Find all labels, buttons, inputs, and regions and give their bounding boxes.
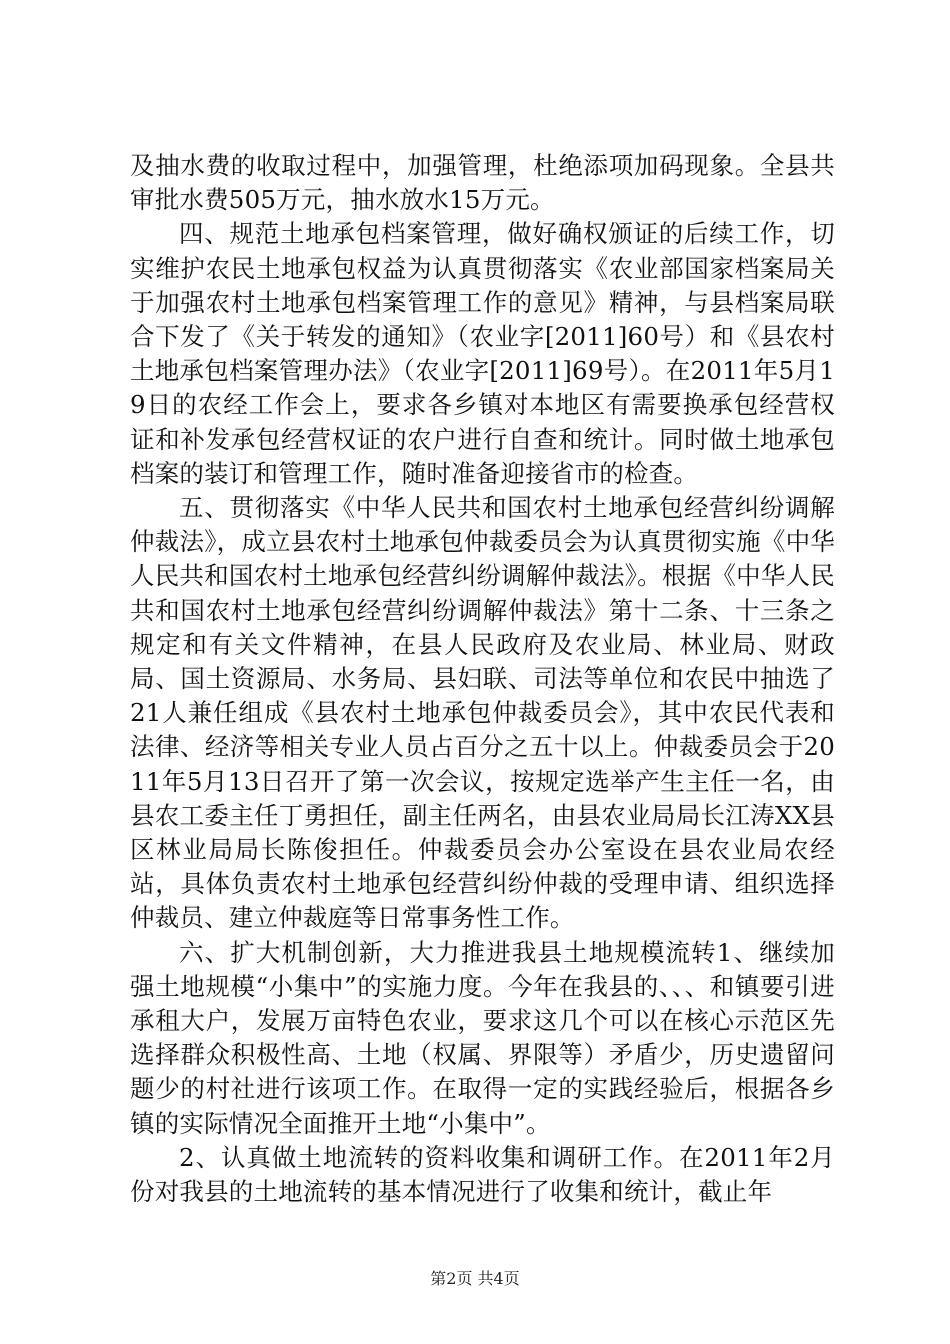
paragraph-section-six: 六、扩大机制创新，大力推进我县土地规模流转1、继续加强土地规模“小集中”的实施力度。今年在我县的、、、和镇要引进承租大户，发展万亩特色农业，要求这几个可以在核心示范区先选择群众积极性高、土地（权属、界限等）矛盾少，历史遗留问题少的村社进行该项工作。在取得一定的实践经验后，根据各乡镇的实际情况全面推开土地“小集中”。 (130, 937, 835, 1138)
page-number-footer: 第2页 共4页 (430, 1269, 520, 1288)
document-body (130, 149, 835, 1209)
paragraph-section-four: 四、规范土地承包档案管理，做好确权颁证的后续工作，切实维护农民土地承包权益为认真贯彻落实《农业部国家档案局关于加强农村土地承包档案管理工作的意见》精神，与县档案局联合下发了《关于转发的通知》（农业字[2011]60号）和《县农村土地承包档案管理办法》（农业字[2011]69号）。在2011年5月19日的农经工作会上，要求各乡镇对本地区有需要换承包经营权证和补发承包经营权证的农户进行自查和统计。同时做土地承包档案的装订和管理工作，随时准备迎接省市的检查。 (130, 219, 835, 488)
paragraph-continuation: 及抽水费的收取过程中，加强管理，杜绝添项加码现象。全县共审批水费505万元，抽水放水15万元。 (130, 151, 835, 215)
paragraph-section-five: 五、贯彻落实《中华人民共和国农村土地承包经营纠纷调解仲裁法》，成立县农村土地承包仲裁委员会为认真贯彻实施《中华人民共和国农村土地承包经营纠纷调解仲裁法》。根据《中华人民共和国农村土地承包经营纠纷调解仲裁法》第十二条、十三条之规定和有关文件精神，在县人民政府及农业局、林业局、财政局、国土资源局、水务局、县妇联、司法等单位和农民中抽选了21人兼任组成《县农村土地承包仲裁委员会》，其中农民代表和法律、经济等相关专业人员占百分之五十以上。仲裁委员会于2011年5月13日召开了第一次会议，按规定选举产生主任一名，由县农工委主任丁勇担任，副主任两名，由县农业局局长江涛XX县区林业局局长陈俊担任。仲裁委员会办公室设在县农业局农经站，具体负责农村土地承包经营纠纷仲裁的受理申请、组织选择仲裁员、建立仲裁庭等日常事务性工作。 (130, 493, 835, 933)
paragraph-item-two: 2、认真做土地流转的资料收集和调研工作。在2011年2月份对我县的土地流转的基本情况进行了收集和统计，截止年 (130, 1142, 835, 1207)
